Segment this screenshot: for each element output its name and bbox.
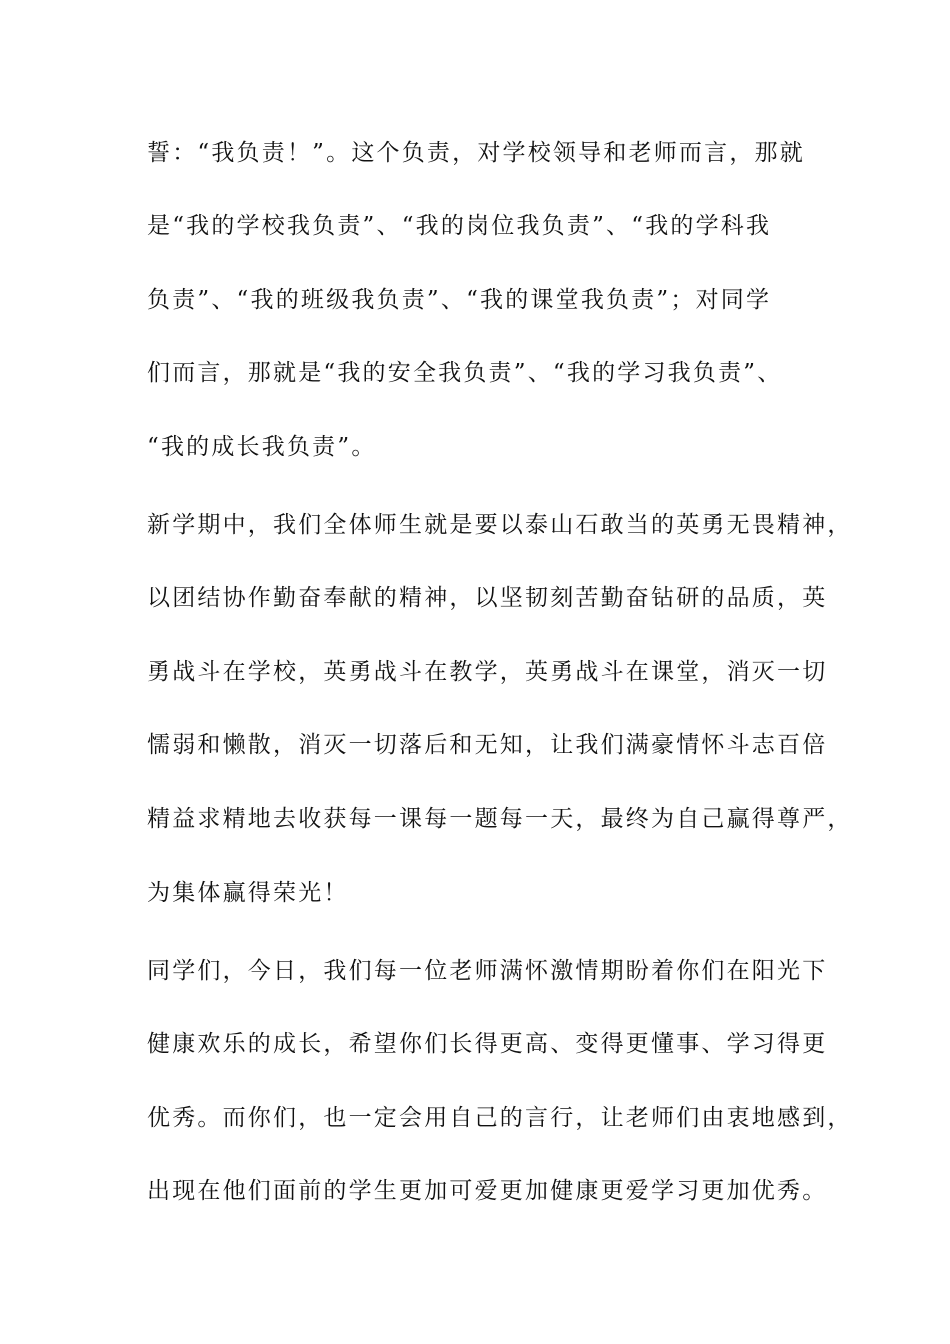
text-line: 誓：“我负责！”。这个负责，对学校领导和老师而言，那就 xyxy=(147,140,805,166)
text-line: 精益求精地去收获每一课每一题每一天，最终为自己赢得尊严， xyxy=(147,806,853,832)
text-line: 同学们，今日，我们每一位老师满怀激情期盼着你们在阳光下 xyxy=(147,958,828,984)
text-line: 优秀。而你们，也一定会用自己的言行，让老师们由衷地感到， xyxy=(147,1105,853,1131)
text-line: 懦弱和懒散，消灭一切落后和无知，让我们满豪情怀斗志百倍 xyxy=(147,732,828,758)
text-line: “我的成长我负责”。 xyxy=(147,434,377,460)
text-line: 出现在他们面前的学生更加可爱更加健康更爱学习更加优秀。 xyxy=(147,1178,828,1204)
text-line: 们而言，那就是“我的安全我负责”、“我的学习我负责”、 xyxy=(147,360,783,386)
text-line: 勇战斗在学校，英勇战斗在教学，英勇战斗在课堂，消灭一切 xyxy=(147,659,828,685)
text-line: 负责”、“我的班级我负责”、“我的课堂我负责”；对同学 xyxy=(147,287,772,313)
text-line: 健康欢乐的成长，希望你们长得更高、变得更懂事、学习得更 xyxy=(147,1031,828,1057)
text-line: 为集体赢得荣光！ xyxy=(147,880,349,906)
text-line: 新学期中，我们全体师生就是要以泰山石敢当的英勇无畏精神， xyxy=(147,512,853,538)
text-line: 是“我的学校我负责”、“我的岗位我负责”、“我的学科我 xyxy=(147,213,772,239)
text-line: 以团结协作勤奋奉献的精神，以坚韧刻苦勤奋钻研的品质，英 xyxy=(147,585,828,611)
